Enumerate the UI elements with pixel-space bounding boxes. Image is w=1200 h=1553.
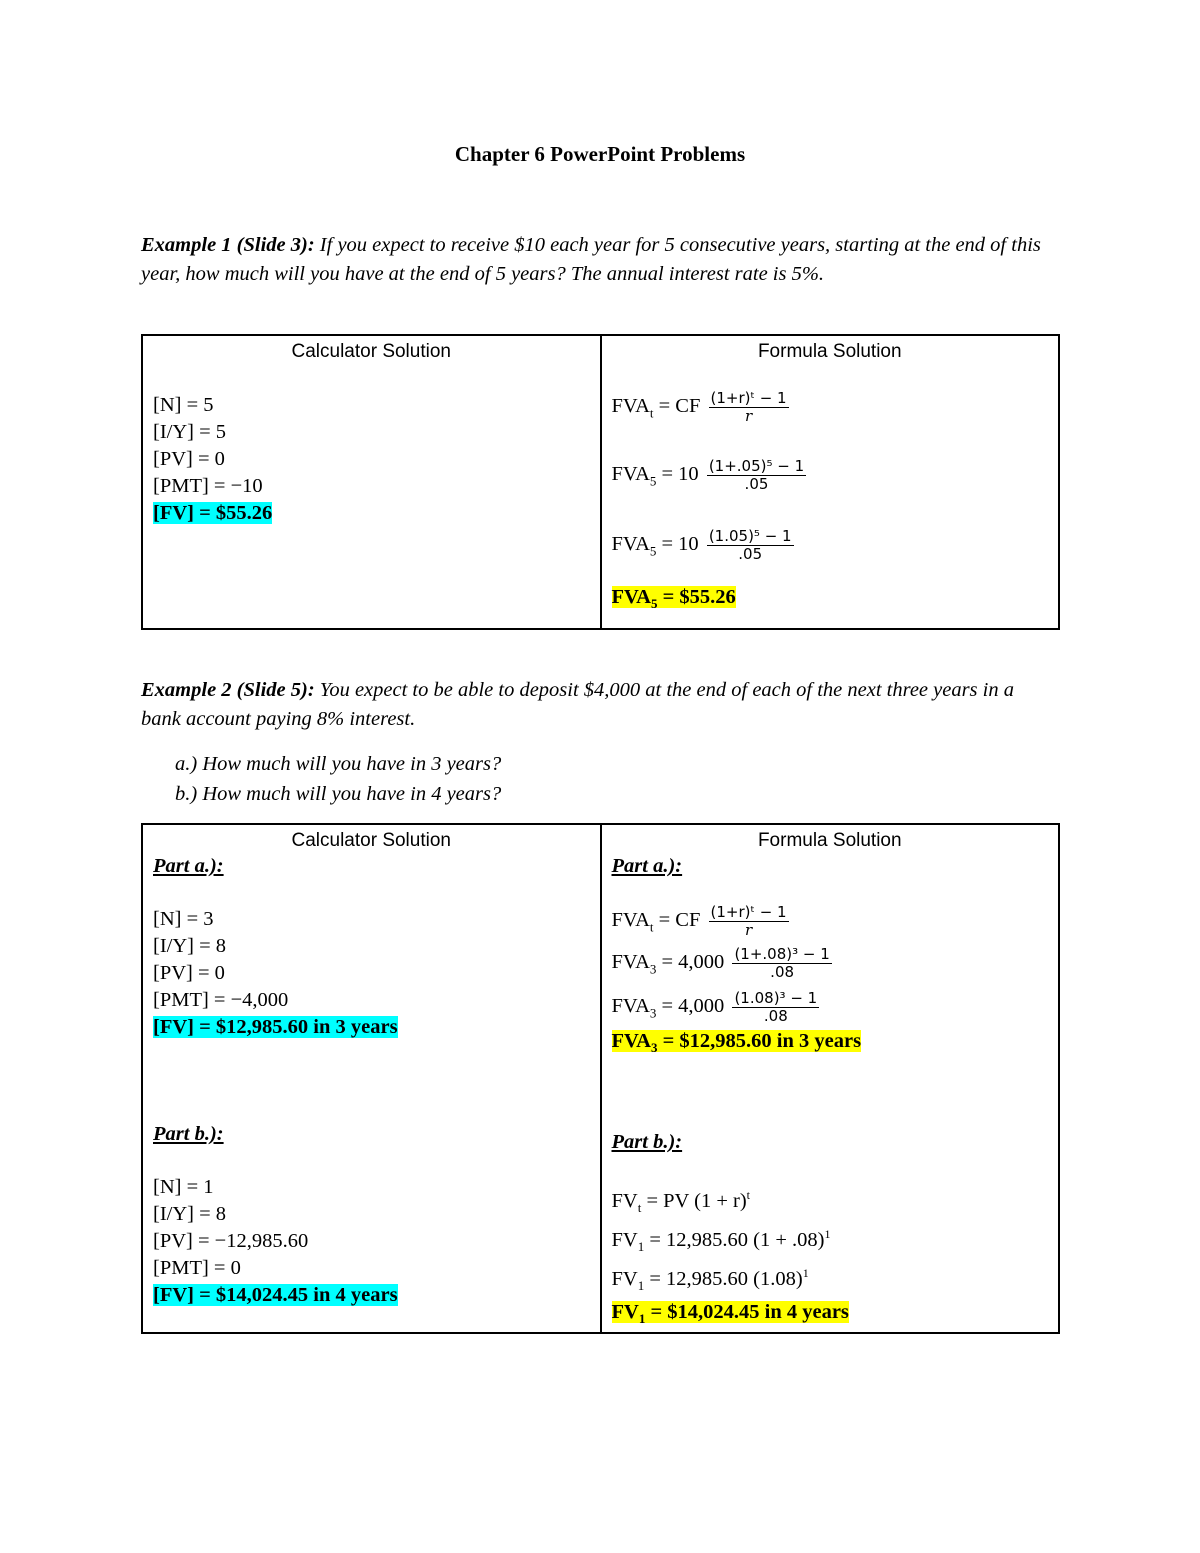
part-a-label: Part a.): — [153, 855, 224, 877]
calc-line: [I/Y] = 8 — [153, 1203, 227, 1225]
calc-result: [FV] = $55.26 — [153, 502, 273, 524]
formula-line: $FVA_t$ = CF $\frac{\text{(1+r)ᵗ − 1}}{r}$ — [611, 903, 787, 939]
example-2-lead: Example 2 (Slide 5): — [141, 679, 315, 701]
calc-line: [I/Y] = 5 — [153, 421, 227, 443]
calc-line: [PV] = 0 — [153, 448, 225, 470]
part-a-label: Part a.): — [611, 855, 683, 877]
formula-solution-header: Formula Solution — [757, 830, 902, 851]
calculator-solution-cell — [142, 335, 601, 629]
example-1-lead: Example 1 (Slide 3): — [141, 234, 315, 256]
formula-result-b: $FV_1$ = $14,024.45 in 4 years — [611, 1300, 849, 1326]
calc-line: [PMT] = −10 — [153, 475, 263, 497]
example-2-solution-table — [141, 823, 1060, 1334]
formula-result-a: $FVA_3$ = $12,985.60 in 3 years — [611, 1030, 862, 1056]
calc-line: [PV] = 0 — [153, 962, 225, 984]
page-title: Chapter 6 PowerPoint Problems — [454, 142, 746, 166]
formula-line: $FV_1 = 12,985.60$ $(1 + .08)^1$ — [611, 1227, 831, 1254]
formula-line: $FVA_3 = 4,000$ $\frac{\text{(1.08)³ − 1}}{.08}$ — [611, 989, 818, 1025]
formula-line: $FV_t$ = PV $(1 + r)^t$ — [611, 1188, 751, 1216]
formula-line: $FVA_5 = 10$ $\frac{\text{(1+.05)⁵ − 1}}{.05}$ — [611, 457, 805, 493]
example-2-text: You expect to be able to deposit $4,000 at the end of each of the next three years in a bank account paying 8% interest. — [141, 679, 1014, 730]
formula-solution-header: Formula Solution — [757, 341, 902, 362]
calc-line: [N] = 5 — [153, 394, 214, 416]
formula-line: $FV_1 = 12,985.60$ $(1.08)^1$ — [611, 1265, 809, 1293]
example-1-question — [141, 231, 1056, 289]
calc-result-a: [FV] = $12,985.60 in 3 years — [153, 1016, 398, 1038]
calc-line: [N] = 3 — [153, 908, 214, 930]
calculator-solution-header: Calculator Solution — [291, 830, 451, 851]
sub-question-b: b.) How much will you have in 4 years? — [175, 783, 502, 805]
formula-line: $FVA_3 = 4,000$ $\frac{\text{(1+.08)³ − 1}}{.08}$ — [611, 945, 830, 981]
calc-line: [PV] = −12,985.60 — [153, 1230, 309, 1252]
calculator-solution-header: Calculator Solution — [291, 341, 451, 362]
calc-line: [I/Y] = 8 — [153, 935, 227, 957]
sub-question-a: a.) How much will you have in 3 years? — [175, 753, 502, 775]
calculator-solution-cell — [142, 824, 601, 1333]
calc-result-b: [FV] = $14,024.45 in 4 years — [153, 1284, 398, 1306]
example-1-text: If you expect to receive $10 each year for 5 consecutive years, starting at the end of this year, how much will you have at the end of 5 years? The annual interest rate is 5%. — [141, 234, 1041, 285]
example-2-question — [141, 676, 1056, 734]
example-1-solution-table — [141, 334, 1060, 630]
part-b-label: Part b.): — [153, 1123, 224, 1145]
formula-line: $FVA_t$ = CF $\frac{\text{(1+r)ᵗ − 1}}{r}$ — [611, 389, 787, 425]
part-b-label: Part b.): — [611, 1131, 683, 1154]
calc-line: [N] = 1 — [153, 1176, 214, 1198]
calc-line: [PMT] = 0 — [153, 1257, 241, 1279]
formula-solution-cell — [601, 335, 1060, 629]
formula-solution-cell — [601, 824, 1060, 1333]
formula-line: $FVA_5 = 10$ $\frac{\text{(1.05)⁵ − 1}}{.05}$ — [611, 527, 792, 563]
formula-result: $FVA_5$ = $55.26 — [611, 586, 736, 612]
calc-line: [PMT] = −4,000 — [153, 989, 289, 1011]
